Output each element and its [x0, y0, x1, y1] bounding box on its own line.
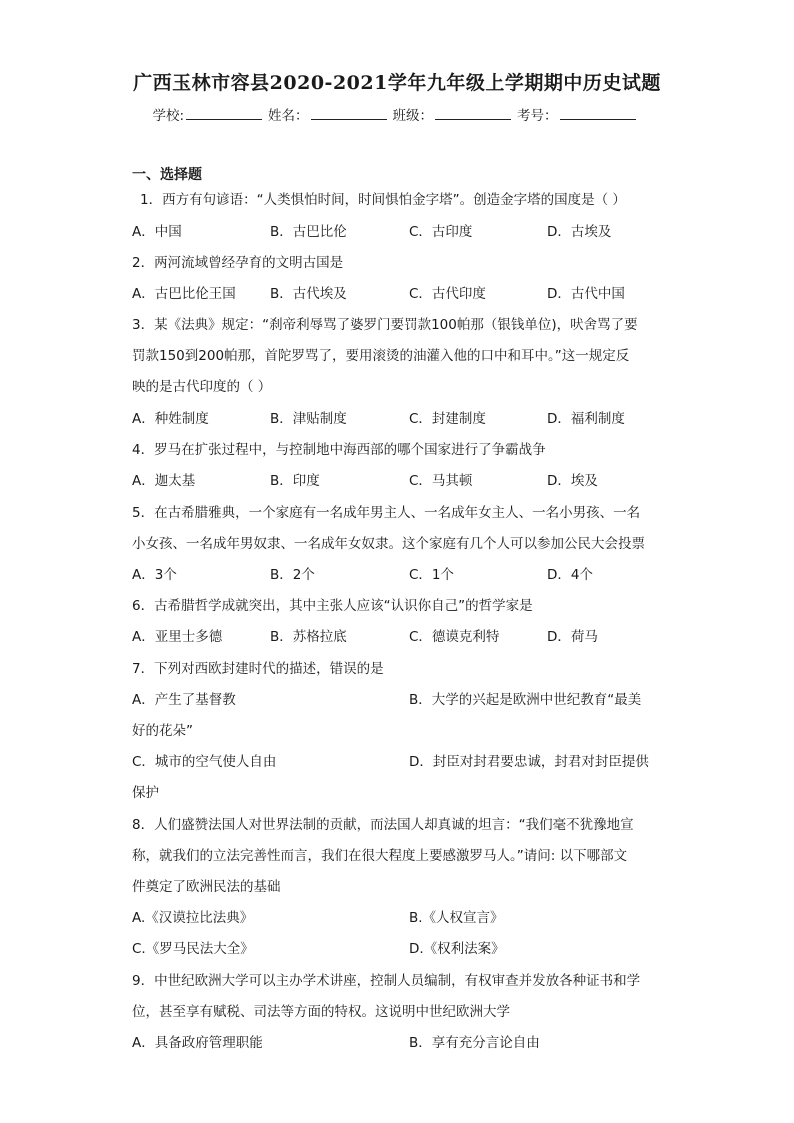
q7-option-a[interactable]: A．产生了基督教 [132, 692, 236, 708]
q9-option-b[interactable]: B．享有充分言论自由 [409, 1035, 540, 1051]
q8-option-a[interactable]: A.《汉谟拉比法典》 [132, 910, 254, 926]
q1-option-b[interactable]: B．古巴比伦 [270, 224, 347, 240]
q5-option-a[interactable]: A．3个 [132, 567, 177, 583]
name-blank[interactable] [311, 105, 387, 120]
q1-option-d[interactable]: D．古埃及 [547, 224, 612, 240]
q8-option-d[interactable]: D.《权利法案》 [409, 941, 505, 957]
student-info-row [0, 104, 794, 124]
q8-stem-line-1: 8．人们盛赞法国人对世界法制的贡献，而法国人却真诚的坦言：“我们毫不犹豫地宣 [132, 817, 634, 833]
q8-option-b[interactable]: B.《人权宣言》 [409, 910, 504, 926]
class-field [393, 104, 514, 124]
q1-options [132, 223, 672, 241]
q6-stem: 6．古希腊哲学成就突出，其中主张人应该“认识你自己”的哲学家是 [132, 598, 533, 614]
q8-stem-line-2: 称，就我们的立法完善性而言，我们在很大程度上要感激罗马人。”请问: 以下哪部文 [132, 848, 628, 864]
q5-option-c[interactable]: C．1个 [409, 567, 455, 583]
q2-option-b[interactable]: B．古代埃及 [270, 286, 347, 302]
school-field [152, 104, 264, 124]
q5-stem-line-1: 5．在古希腊雅典，一个家庭有一名成年男主人、一名成年女主人、一名小男孩、一名 [132, 505, 641, 521]
q7-option-d-line-2[interactable]: 保护 [132, 785, 159, 801]
q2-option-a[interactable]: A．古巴比伦王国 [132, 286, 236, 302]
q3-stem-line-2: 罚款150到200帕那，首陀罗骂了，要用滚烫的油灌入他的口中和耳中。”这一规定反 [132, 348, 630, 364]
q1-option-a[interactable]: A．中国 [132, 224, 182, 240]
q5-options [132, 566, 672, 584]
q5-option-d[interactable]: D．4个 [547, 567, 593, 583]
q5-stem-line-2: 小女孩、一名成年男奴隶、一名成年女奴隶。这个家庭有几个人可以参加公民大会投票 [132, 536, 645, 552]
q6-option-d[interactable]: D．荷马 [547, 629, 598, 645]
q2-option-c[interactable]: C．古代印度 [409, 286, 486, 302]
class-label: 班级： [392, 108, 434, 124]
exam-number-blank[interactable] [560, 105, 636, 120]
q6-option-a[interactable]: A．亚里士多德 [132, 629, 223, 645]
q3-options [132, 410, 672, 428]
school-label: 学校: [152, 108, 185, 124]
q6-option-b[interactable]: B．苏格拉底 [270, 629, 347, 645]
q4-option-a[interactable]: A．迦太基 [132, 473, 196, 489]
q7-option-d-line-1[interactable]: D．封臣对封君要忠诚，封君对封臣提供 [409, 754, 649, 770]
q3-stem-line-1: 3．某《法典》规定：“刹帝利辱骂了婆罗门要罚款100帕那（银钱单位)，吠舍骂了要 [132, 317, 638, 333]
q2-option-d[interactable]: D．古代中国 [547, 286, 625, 302]
name-field [268, 104, 389, 124]
q7-option-b-line-2[interactable]: 好的花朵” [132, 723, 193, 739]
exam-number-label: 考号： [517, 108, 558, 124]
q2-options [132, 285, 672, 303]
q4-options [132, 472, 672, 490]
q1-option-c[interactable]: C．古印度 [409, 224, 473, 240]
class-blank[interactable] [435, 105, 511, 120]
q9-option-a[interactable]: A．具备政府管理职能 [132, 1035, 263, 1051]
q3-stem-line-3: 映的是古代印度的（ ） [132, 379, 272, 395]
q7-option-c[interactable]: C．城市的空气使人自由 [132, 754, 277, 770]
q3-option-d[interactable]: D．福利制度 [547, 411, 625, 427]
school-blank[interactable] [186, 105, 262, 120]
q6-options [132, 628, 672, 646]
q7-option-b-line-1[interactable]: B．大学的兴起是欧洲中世纪教育“最美 [409, 692, 642, 708]
q1-stem: 1．西方有句谚语：“人类惧怕时间，时间惧怕金字塔”。创造金字塔的国度是（ ） [140, 192, 626, 208]
q2-stem: 2．两河流域曾经孕育的文明古国是 [132, 255, 344, 271]
q7-stem: 7．下列对西欧封建时代的描述，错误的是 [132, 661, 384, 677]
q3-option-a[interactable]: A．种姓制度 [132, 411, 209, 427]
q3-option-c[interactable]: C．封建制度 [409, 411, 486, 427]
q4-option-d[interactable]: D．埃及 [547, 473, 598, 489]
q5-option-b[interactable]: B．2个 [270, 567, 315, 583]
q4-option-b[interactable]: B．印度 [270, 473, 320, 489]
q4-option-c[interactable]: C．马其顿 [409, 473, 473, 489]
q9-stem-line-1: 9．中世纪欧洲大学可以主办学术讲座，控制人员编制，有权审查并发放各种证书和学 [132, 973, 641, 989]
exam-number-field [517, 104, 638, 124]
q4-stem: 4．罗马在扩张过程中，与控制地中海西部的哪个国家进行了争霸战争 [132, 442, 546, 458]
q8-option-c[interactable]: C.《罗马民法大全》 [132, 941, 254, 957]
q3-option-b[interactable]: B．津贴制度 [270, 411, 347, 427]
page-title: 广西玉林市容县2020-2021学年九年级上学期期中历史试题 [133, 72, 661, 94]
name-label: 姓名： [268, 108, 309, 124]
q9-stem-line-2: 位，甚至享有赋税、司法等方面的特权。这说明中世纪欧洲大学 [132, 1004, 510, 1020]
q6-option-c[interactable]: C．德谟克利特 [409, 629, 500, 645]
q8-stem-line-3: 件奠定了欧洲民法的基础 [132, 879, 281, 895]
section-heading: 一、选择题 [132, 167, 202, 183]
